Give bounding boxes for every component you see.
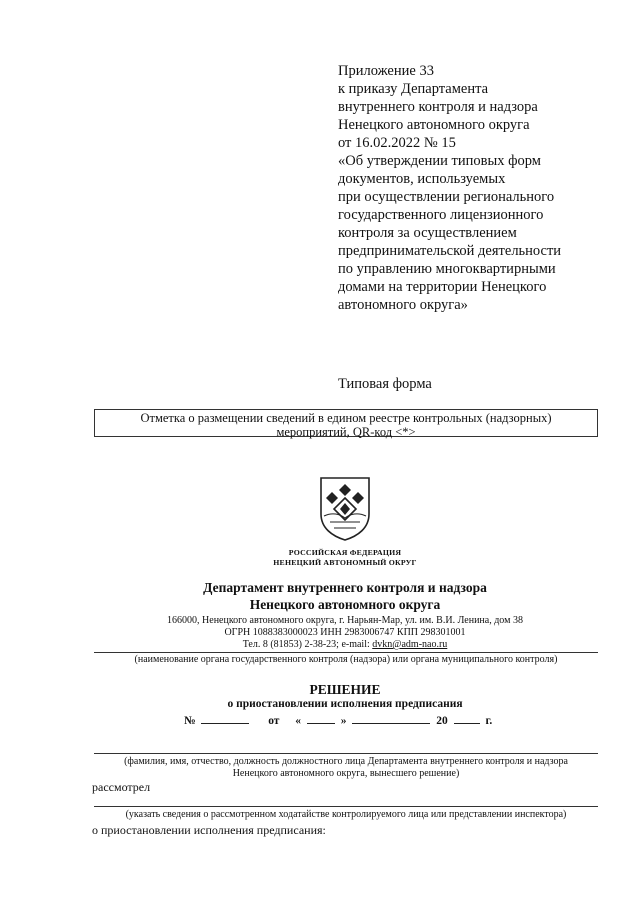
organ-caption: (наименование органа государственного контроля (надзора) или органа муниципального контроля) [134, 654, 558, 665]
qr-registry-box [94, 409, 598, 437]
qr-box-line: мероприятий, QR-код <*> [276, 425, 416, 439]
form-type-label: Типовая форма [338, 376, 432, 392]
decision-subtitle: о приостановлении исполнения предписания [227, 698, 463, 710]
year-suffix: г. [485, 715, 493, 727]
appendix-line: домами на территории Ненецкого [338, 279, 547, 295]
appendix-line: Приложение 33 [338, 63, 434, 79]
quote-close: » [340, 715, 347, 727]
department-registration: ОГРН 1088383000023 ИНН 2983006747 КПП 298301001 [224, 627, 466, 638]
suspension-label: о приостановлении исполнения предписания: [92, 823, 326, 837]
department-title-line2: Ненецкого автономного округа [249, 597, 441, 612]
appendix-line: Ненецкого автономного округа [338, 117, 530, 133]
petition-caption: (указать сведения о рассмотренном ходатайстве контролируемого лица или представлении инспектора) [125, 809, 567, 820]
official-fill-line[interactable] [94, 753, 598, 754]
appendix-line: документов, используемых [338, 171, 506, 187]
petition-fill-line[interactable] [94, 806, 598, 807]
quote-open: « [295, 715, 301, 727]
month-field[interactable] [352, 712, 430, 724]
year-field[interactable] [454, 712, 480, 724]
day-field[interactable] [307, 712, 335, 724]
decision-title: РЕШЕНИЕ [309, 682, 381, 697]
year-prefix: 20 [436, 715, 448, 727]
phone-text: Тел. 8 (81853) 2-38-23; e-mail: [242, 639, 370, 650]
country-name: РОССИЙСКАЯ ФЕДЕРАЦИЯ [288, 548, 402, 557]
region-name: НЕНЕЦКИЙ АВТОНОМНЫЙ ОКРУГ [273, 558, 417, 567]
date-label: от [268, 715, 280, 727]
appendix-line: при осуществлении регионального [338, 189, 555, 205]
qr-box-line: Отметка о размещении сведений в едином реестре контрольных (надзорных) [140, 411, 552, 425]
appendix-line: автономного округа» [338, 297, 468, 313]
number-field[interactable] [201, 712, 249, 724]
official-caption-line2: Ненецкого автономного округа, вынесшего решение) [232, 768, 460, 779]
decision-number-date [184, 712, 492, 727]
divider [94, 652, 598, 653]
department-title-line1: Департамент внутреннего контроля и надзора [203, 580, 487, 595]
appendix-line: к приказу Департамента [338, 81, 489, 97]
appendix-line: внутреннего контроля и надзора [338, 99, 538, 115]
appendix-line: контроля за осуществлением [338, 225, 517, 241]
department-contacts [90, 639, 600, 651]
email-link[interactable]: dvkn@adm-nao.ru [372, 639, 448, 650]
appendix-line: «Об утверждении типовых форм [338, 153, 541, 169]
department-address: 166000, Ненецкого автономного округа, г. Нарьян-Мар, ул. им. В.И. Ленина, дом 38 [167, 615, 523, 626]
coat-of-arms-icon [318, 476, 372, 542]
appendix-line: государственного лицензионного [338, 207, 544, 223]
official-caption-line1: (фамилия, имя, отчество, должность должностного лица Департамента внутреннего контроля и надзора [124, 756, 568, 767]
reviewed-label: рассмотрел [92, 780, 151, 794]
number-label: № [184, 715, 196, 727]
appendix-line: по управлению многоквартирными [338, 261, 556, 277]
appendix-line: от 16.02.2022 № 15 [338, 135, 456, 151]
appendix-block [338, 62, 628, 314]
appendix-line: предпринимательской деятельности [338, 243, 562, 259]
